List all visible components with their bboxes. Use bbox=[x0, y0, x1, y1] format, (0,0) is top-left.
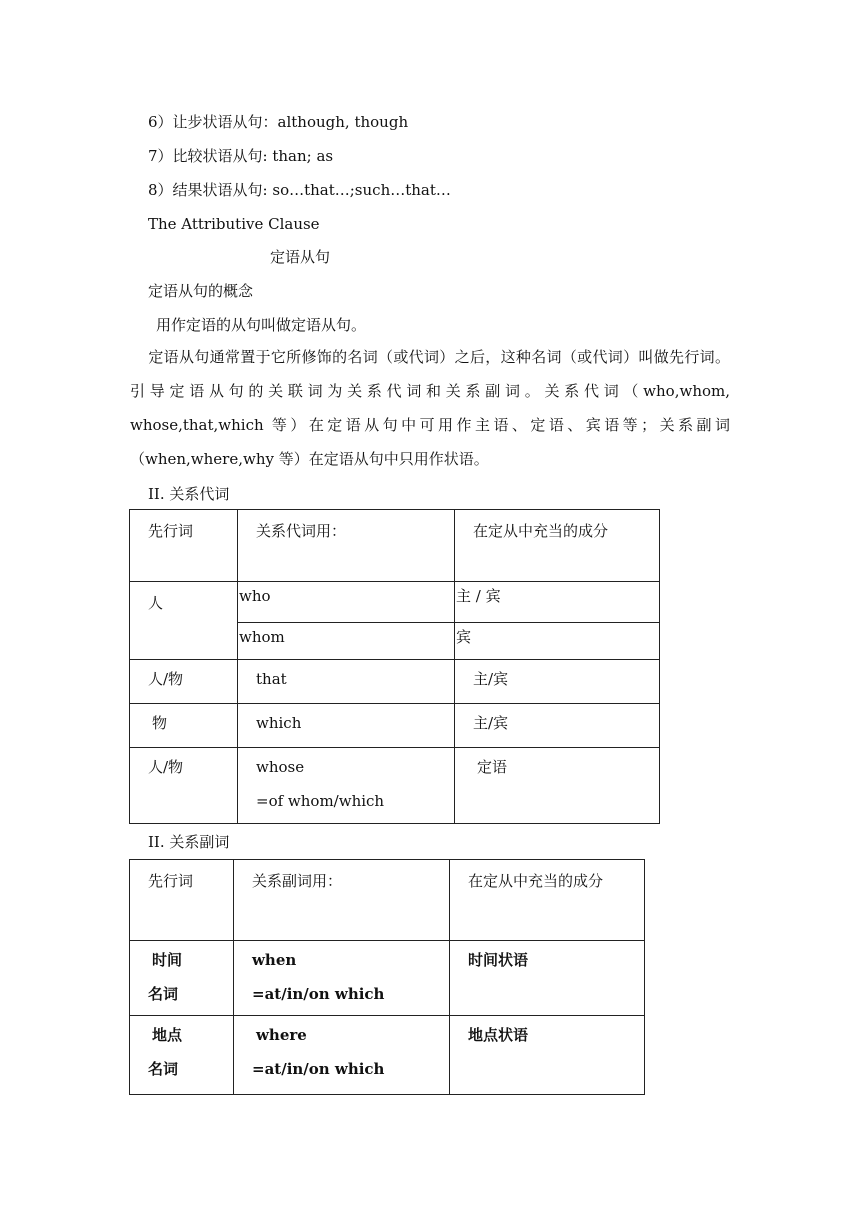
table-header-cell bbox=[234, 860, 450, 941]
concept-paragraph-text: 定语从句通常置于它所修饰的名词（或代词）之后，这种名词（或代词）叫做先行词。引导定语从句的关联词为关系代词和关系副词。关系代词（who,whom, whose,that,which 等）在定语从句中可用作主语、定语、宾语等；关系副词（when,where,why 等）在定语从句中只用作状语。 bbox=[130, 348, 730, 468]
table-row bbox=[130, 1016, 645, 1095]
list-item-8: 8）结果状语从句: so…that…;such…that… bbox=[148, 181, 451, 199]
pronoun-which: which bbox=[256, 714, 302, 732]
table-cell bbox=[234, 1016, 450, 1095]
pronoun-whose: whose bbox=[256, 758, 305, 776]
table-header-cell bbox=[455, 510, 660, 582]
table-cell bbox=[450, 1016, 645, 1095]
list-item-7: 7）比较状语从句: than; as bbox=[148, 147, 334, 165]
concept-paragraph bbox=[130, 340, 730, 476]
pronoun-that: that bbox=[256, 670, 287, 688]
table-cell bbox=[238, 748, 455, 824]
adverb-where-alt: =at/in/on which bbox=[252, 1060, 385, 1078]
antecedent-person: 人 bbox=[148, 594, 164, 612]
header-role: 在定从中充当的成分 bbox=[473, 522, 609, 540]
list-item-6: 6）让步状语从句：although, though bbox=[148, 113, 409, 131]
table-cell bbox=[455, 704, 660, 748]
table-header-cell bbox=[450, 860, 645, 941]
role-who: 主 / 宾 bbox=[456, 587, 501, 605]
adverb-when: when bbox=[252, 951, 297, 969]
header-antecedent: 先行词 bbox=[148, 872, 194, 890]
heading-english: The Attributive Clause bbox=[148, 215, 320, 233]
antecedent-which: 物 bbox=[152, 714, 168, 732]
adverb-when-alt: =at/in/on which bbox=[252, 985, 385, 1003]
table-row bbox=[130, 748, 660, 824]
antecedent-place-noun: 名词 bbox=[148, 1060, 179, 1078]
relative-pronoun-table bbox=[129, 509, 660, 824]
concept-definition: 用作定语的从句叫做定语从句。 bbox=[156, 316, 367, 334]
antecedent-time: 时间 bbox=[152, 951, 183, 969]
role-when: 时间状语 bbox=[468, 951, 529, 969]
table-cell bbox=[130, 748, 238, 824]
table-header-cell bbox=[130, 510, 238, 582]
table-cell bbox=[130, 1016, 234, 1095]
antecedent-time-noun: 名词 bbox=[148, 985, 179, 1003]
pronoun-who: who bbox=[239, 587, 271, 605]
role-whose: 定语 bbox=[477, 758, 508, 776]
adverb-section-title: II. 关系副词 bbox=[148, 833, 230, 851]
table-cell bbox=[238, 660, 455, 704]
concept-title: 定语从句的概念 bbox=[148, 282, 254, 300]
role-which: 主/宾 bbox=[473, 714, 509, 732]
header-pronoun: 关系代词用： bbox=[256, 522, 347, 540]
role-whom: 宾 bbox=[456, 628, 472, 646]
table-cell bbox=[450, 941, 645, 1016]
table-row bbox=[130, 704, 660, 748]
table-cell bbox=[130, 660, 238, 704]
table-cell bbox=[455, 748, 660, 824]
pronoun-whom: whom bbox=[239, 628, 285, 646]
table-header-row bbox=[130, 510, 660, 582]
table-cell bbox=[234, 941, 450, 1016]
adverb-where: where bbox=[256, 1026, 307, 1044]
table-header-cell bbox=[238, 510, 455, 582]
table-header-row bbox=[130, 860, 645, 941]
table-cell bbox=[238, 704, 455, 748]
role-that: 主/宾 bbox=[473, 670, 509, 688]
antecedent-that: 人/物 bbox=[148, 670, 184, 688]
header-adverb: 关系副词用： bbox=[252, 872, 343, 890]
table-cell bbox=[130, 704, 238, 748]
header-role: 在定从中充当的成分 bbox=[468, 872, 604, 890]
table-cell bbox=[238, 623, 455, 660]
relative-adverb-table bbox=[129, 859, 645, 1095]
table-row bbox=[130, 582, 660, 623]
heading-chinese: 定语从句 bbox=[270, 248, 331, 266]
table-cell bbox=[130, 582, 238, 660]
header-antecedent: 先行词 bbox=[148, 522, 194, 540]
antecedent-whose: 人/物 bbox=[148, 758, 184, 776]
table-cell bbox=[455, 623, 660, 660]
role-where: 地点状语 bbox=[468, 1026, 529, 1044]
table-header-cell bbox=[130, 860, 234, 941]
table-cell bbox=[238, 582, 455, 623]
table-cell bbox=[130, 941, 234, 1016]
pronoun-section-title: II. 关系代词 bbox=[148, 485, 230, 503]
table-row bbox=[130, 941, 645, 1016]
antecedent-place: 地点 bbox=[152, 1026, 183, 1044]
table-row bbox=[130, 660, 660, 704]
table-cell bbox=[455, 660, 660, 704]
table-cell bbox=[455, 582, 660, 623]
pronoun-whose-alt: =of whom/which bbox=[256, 792, 385, 810]
